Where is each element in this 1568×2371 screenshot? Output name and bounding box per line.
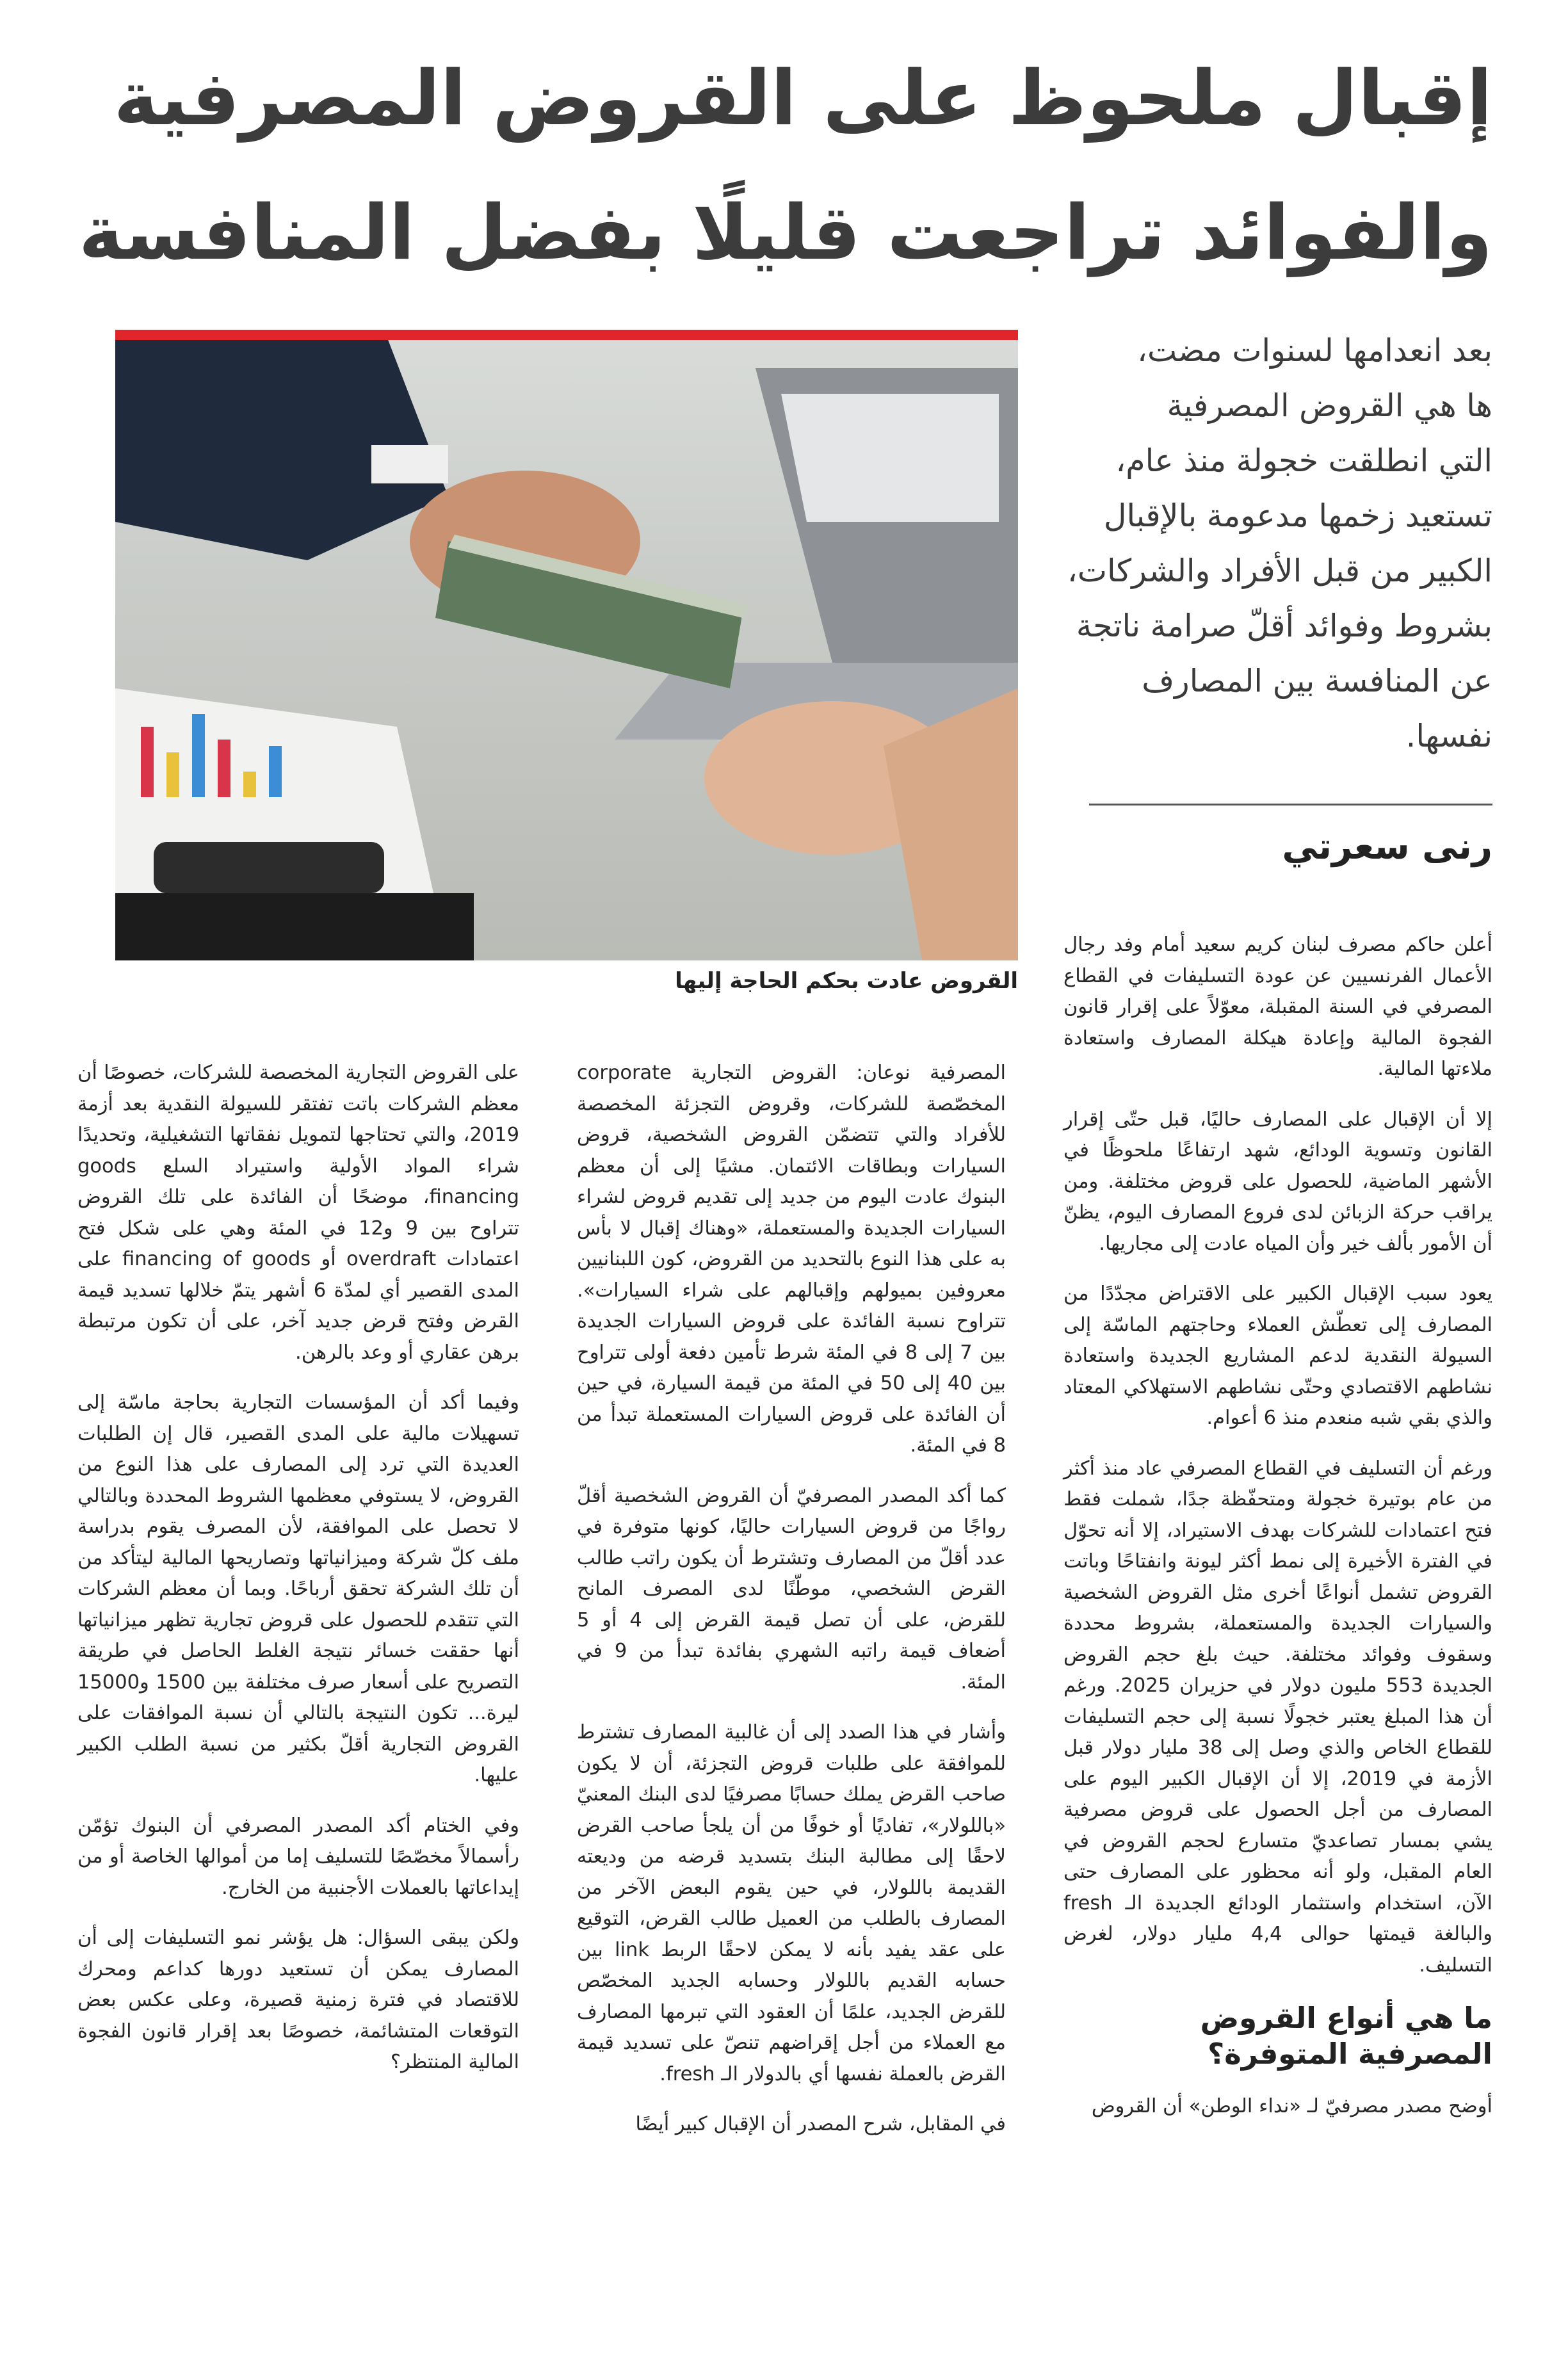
article-paragraph: إلا أن الإقبال على المصارف حاليًا، قبل حتّى إقرار القانون وتسوية الودائع، شهد ارتفاعًا ملحوظًا في الأشهر الماضية، للحصول على قروض مختلفة. ومن يراقب حركة الزبائن لدى فروع المصارف اليوم، يظنّ أن الأمور بألف خير وأن المياه عادت إلى مجاريها. — [1063, 1108, 1492, 1255]
article-paragraph: وفيما أكد أن المؤسسات التجارية بحاجة ماسّة إلى تسهيلات مالية على المدى القصير، قال إن الطلبات العديدة التي ترد إلى المصارف على هذا النوع من القروض، لا يستوفي معظمها الشروط المحددة وبالتالي لا تحصل على الموافقة، لأن المصرف يقوم بدراسة ملف كلّ شركة وميزانياتها وتصاريحها المالية ليتأكد من أن تلك الشركة تحقق أرباحًا. وبما أن معظم الشركات التي تتقدم للحصول على قروض تجارية تظهر ميزانياتها أنها حققت خسائر نتيجة الغلط الحاصل في طريقة التصريح على أسعار صرف مختلفة بين 1500 و15000 ليرة... تكون النتيجة بالتالي أن نسبة الموافقات على القروض التجارية أقلّ بكثير من نسبة الطلب الكبير عليها. — [77, 1391, 519, 1786]
article-paragraph: أعلن حاكم مصرف لبنان كريم سعيد أمام وفد رجال الأعمال الفرنسيين عن عودة التسليفات في القطاع المصرفي في السنة المقبلة، معوّلاً على إقرار قانون الفجوة المالية وإعادة هيكلة المصارف واستعادة ملاءتها المالية. — [1063, 934, 1492, 1080]
article-paragraph: أوضح مصدر مصرفيّ لـ «نداء الوطن» أن القروض — [1091, 2095, 1492, 2117]
lead-paragraph — [1067, 323, 1492, 764]
article-column-1 — [1063, 930, 1492, 2142]
article-paragraph: ولكن يبقى السؤال: هل يؤشر نمو التسليفات إلى أن المصارف يمكن أن تستعيد دورها كداعم ومحرك للاقتصاد في فترة زمنية قصيرة، وعلى عكس بعض التوقعات المتشائمة، خصوصًا بعد إقرار قانون الفجوة المالية المنتظر؟ — [77, 1927, 519, 2073]
section-subheading: ما هي أنواع القروض المصرفية المتوفرة؟ — [1200, 2001, 1492, 2071]
lead-line: بشروط وفوائد أقلّ صرامة ناتجة — [1076, 608, 1492, 644]
article-column-3 — [77, 1058, 519, 2098]
article-paragraph: وفي الختام أكد المصدر المصرفي أن البنوك تؤمّن رأسمالاً مخصّصًا للتسليف إما من أموالها الخاصة أو من إيداعاتها بالعملات الأجنبية من الخارج. — [77, 1814, 519, 1899]
article-paragraph: في المقابل، شرح المصدر أن الإقبال كبير أيضًا — [635, 2113, 1006, 2135]
article-paragraph: ورغم أن التسليف في القطاع المصرفي عاد منذ أكثر من عام بوتيرة خجولة ومتحفّظة جدًا، شملت فقط فتح اعتمادات للشركات بهدف الاستيراد، إلا أنه تحوّل في الفترة الأخيرة إلى نمط أكثر ليونة وانفتاحًا وباتت القروض تشمل أنواعًا أخرى مثل القروض الشخصية والسيارات الجديدة والمستعملة، بشروط محددة وسقوف وفوائد مختلفة. حيث بلغ حجم القروض الجديدة 553 مليون دولار في حزيران 2025. ورغم أن هذا المبلغ يعتبر خجولًا نسبة إلى حجم التسليفات للقطاع الخاص والذي وصل إلى 38 مليار دولار قبل الأزمة في 2019، إلا أن الإقبال الكبير اليوم على المصارف من أجل الحصول على قروض مصرفية يشي بمسار تصاعديّ متسارع لحجم القروض في العام المقبل، ولو أنه محظور على المصارف حتى الآن، استخدام واستثمار الودائع الجديدة الـ fresh والبالغة قيمتها حوالى 4,4 مليار دولار، لغرض التسليف. — [1063, 1457, 1493, 1977]
lead-line: تستعيد زخمها مدعومة بالإقبال — [1103, 498, 1492, 534]
page-headline — [76, 31, 1492, 300]
photo-accent-bar — [115, 330, 1018, 340]
author-divider — [1089, 804, 1492, 805]
lead-line: عن المنافسة بين المصارف — [1142, 663, 1492, 699]
article-paragraph: على القروض التجارية المخصصة للشركات، خصوصًا أن معظم الشركات باتت تفتقر للسيولة النقدية بعد أزمة 2019، والتي تحتاجها لتمويل نفقاتها التشغيلية، وتحديدًا شراء المواد الأولية واستيراد السلع goods financing، موضحًا أن الفائدة على تلك القروض تتراوح بين 9 و12 في المئة وهي على شكل فتح اعتمادات overdraft أو financing of goods على المدى القصير أي لمدّة 6 أشهر يتمّ خلالها تسديد قيمة القرض وفتح قرض جديد آخر، على أن تكون مرتبطة برهن عقاري أو وعد بالرهن. — [77, 1062, 520, 1364]
lead-line: ها هي القروض المصرفية — [1167, 387, 1492, 424]
money-handover-photo — [115, 330, 1018, 960]
lead-line: الكبير من قبل الأفراد والشركات، — [1067, 553, 1492, 589]
headline-line-1: إقبال ملحوظ على القروض المصرفية — [113, 54, 1492, 142]
headline-line-2: والفوائد تراجعت قليلًا بفضل المنافسة — [78, 188, 1492, 277]
article-paragraph: يعود سبب الإقبال الكبير على الاقتراض مجدّدًا من المصارف إلى تعطّش العملاء وحاجتهم الماسّة إلى السيولة النقدية لدعم المشاريع الجديدة واستعادة نشاطهم الاقتصادي وحتّى نشاطهم الاستهلاكي المعتاد والذي بقي شبه منعدم منذ 6 أعوام. — [1063, 1283, 1492, 1429]
article-paragraph: كما أكد المصدر المصرفيّ أن القروض الشخصية أقلّ رواجًا من قروض السيارات حاليًا، كونها متوفرة في عدد أقلّ من المصارف وتشترط أن يكون راتب طالب القرض الشخصي، موطّنًا لدى المصرف المانح للقرض، على أن تصل قيمة القرض إلى 4 أو 5 أضعاف قيمة راتبه الشهري بفائدة تبدأ من 9 في المئة. — [577, 1484, 1006, 1694]
article-column-2 — [577, 1058, 1006, 2160]
photo-caption: القروض عادت بحكم الحاجة إليها — [675, 968, 1018, 994]
photo-illustration-icon — [115, 330, 1018, 960]
article-paragraph: وأشار في هذا الصدد إلى أن غالبية المصارف تشترط للموافقة على طلبات قروض التجزئة، أن لا يكون صاحب القرض يملك حسابًا مصرفيًا لدى البنك المعنيّ «باللولار»، تفاديًا أو خوفًا من أن يلجأ صاحب القرض لاحقًا إلى مطالبة البنك بتسديد قرضه من وديعته القديمة باللولار، في حين يقوم البعض الآخر من المصارف بالطلب من العميل طالب القرض، التوقيع على عقد يفيد بأنه لا يمكن لاحقًا الربط link بين حسابه القديم باللولار وحسابه الجديد المخصّص للقرض الجديد، علمًا أن العقود التي تبرمها المصارف مع العملاء من أجل إقراضهم تنصّ على تسديد قيمة القرض بالعملة نفسها أي بالدولار الـ fresh. — [577, 1721, 1006, 2085]
author-byline: رنى سعرتي — [1282, 826, 1492, 868]
lead-line: بعد انعدامها لسنوات مضت، — [1137, 332, 1492, 369]
lead-line: نفسها. — [1405, 718, 1492, 754]
article-paragraph: المصرفية نوعان: القروض التجارية corporate المخصّصة للشركات، وقروض التجزئة المخصصة للأفراد والتي تتضمّن القروض الشخصية، قروض السيارات وبطاقات الائتمان. مشيًا إلى أن معظم البنوك عادت اليوم من جديد إلى تقديم قروض لشراء السيارات الجديدة والمستعملة، «وهناك إقبال لا بأس به على هذا النوع بالتحديد من القروض، كون اللبنانيين معروفين بميولهم وإقبالهم على شراء السيارات». تتراوح نسبة الفائدة على قروض السيارات الجديدة بين 7 إلى 8 في المئة شرط تأمين دفعة أولى تتراوح بين 40 إلى 50 في المئة من قيمة السيارة، في حين أن الفائدة على قروض السيارات المستعملة تبدأ من 8 في المئة. — [577, 1062, 1006, 1457]
lead-line: التي انطلقت خجولة منذ عام، — [1115, 442, 1492, 479]
